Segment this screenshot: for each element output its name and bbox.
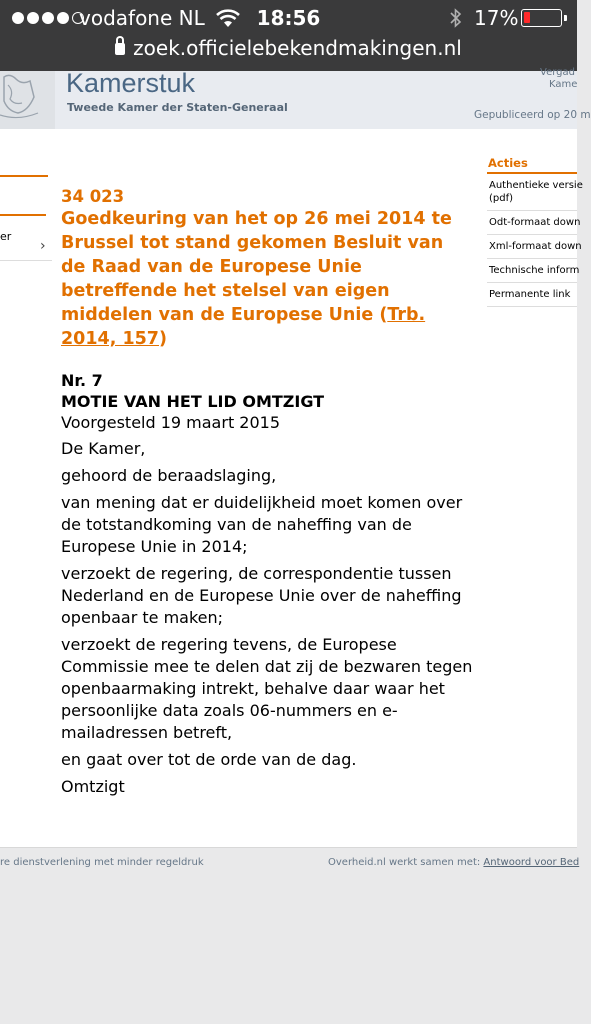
footer-left-text: re dienstverlening met minder regeldruk bbox=[0, 857, 204, 868]
web-page bbox=[0, 67, 591, 1024]
bluetooth-icon bbox=[448, 6, 464, 30]
action-xml-download[interactable]: Xml-formaat down bbox=[487, 235, 577, 259]
document-nr: Nr. 7 bbox=[61, 371, 103, 390]
treaty-ref-open: ( bbox=[379, 305, 388, 325]
carrier-name: vodafone NL bbox=[79, 6, 205, 30]
status-time: 18:56 bbox=[256, 6, 321, 30]
action-permanent-link[interactable]: Permanente link bbox=[487, 283, 577, 307]
chevron-right-icon: › bbox=[40, 238, 46, 254]
document-title-text: Goedkeuring van het op 26 mei 2014 te Brussel tot stand gekomen Besluit van de Raad van de Europese Unie betreffende het stelsel van eigen middelen van de Europese Unie bbox=[61, 209, 452, 325]
motion-title: MOTIE VAN HET LID OMTZIGT bbox=[61, 392, 325, 411]
ios-top-bar bbox=[0, 0, 577, 71]
status-bar bbox=[0, 0, 577, 36]
action-odt-download[interactable]: Odt-formaat down bbox=[487, 211, 577, 235]
crest-logo-icon[interactable] bbox=[0, 71, 55, 129]
left-nav-divider bbox=[0, 214, 46, 216]
motion-paragraph: van mening dat er duidelijkheid moet komen over de totstandkoming van de naheffing van de Europese Unie in 2014; bbox=[61, 493, 463, 556]
left-nav-item[interactable] bbox=[0, 221, 52, 261]
header-right-line1: Vergad bbox=[540, 67, 575, 78]
motion-paragraph: en gaat over tot de orde van de dag. bbox=[61, 750, 357, 769]
site-header bbox=[0, 67, 591, 129]
motion-paragraph: verzoekt de regering tevens, de Europese Commissie mee te delen dat zij de bezwaren tegen openbaarmaking intrekt, behalve daar waar het persoonlijke data zoals 06-nummers en e-mailadressen betreft, bbox=[61, 635, 473, 742]
url-bar[interactable] bbox=[0, 36, 577, 66]
footer-right bbox=[328, 857, 579, 868]
proposed-date: Voorgesteld 19 maart 2015 bbox=[61, 413, 281, 432]
motion-paragraph: verzoekt de regering, de correspondentie tussen Nederland en de Europese Unie over de naheffing openbaar te maken; bbox=[61, 564, 462, 627]
header-right-line2: Kame bbox=[549, 79, 578, 90]
document-title bbox=[61, 207, 473, 351]
treaty-reference-link[interactable]: Trb. 2014, 157 bbox=[61, 305, 426, 349]
action-authentic-pdf[interactable]: Authentieke versie (pdf) bbox=[487, 174, 577, 211]
left-nav-item-label: er bbox=[0, 230, 12, 243]
motion-paragraph: gehoord de beraadslaging, bbox=[61, 466, 277, 485]
footer-right-text: Overheid.nl werkt samen met: bbox=[328, 857, 484, 868]
footer-partner-link[interactable]: Antwoord voor Bed bbox=[483, 857, 580, 868]
left-nav-divider bbox=[0, 175, 48, 177]
dossier-number: 34 023 bbox=[61, 187, 125, 206]
lock-icon bbox=[115, 43, 125, 55]
published-date: Gepubliceerd op 20 m bbox=[474, 109, 591, 121]
action-technical-info[interactable]: Technische inform bbox=[487, 259, 577, 283]
motion-signature: Omtzigt bbox=[61, 777, 125, 796]
treaty-ref-close: ) bbox=[158, 329, 167, 349]
header-subtitle: Tweede Kamer der Staten-Generaal bbox=[67, 101, 288, 114]
actions-heading: Acties bbox=[488, 156, 528, 170]
header-title: Kamerstuk bbox=[66, 68, 196, 98]
url-text: zoek.officielebekendmakingen.nl bbox=[133, 36, 462, 60]
battery-percent: 17% bbox=[474, 6, 519, 30]
battery-icon bbox=[521, 9, 562, 27]
actions-list bbox=[487, 174, 583, 307]
motion-paragraph: De Kamer, bbox=[61, 439, 146, 458]
document-content bbox=[61, 186, 473, 798]
site-footer bbox=[0, 847, 580, 1024]
